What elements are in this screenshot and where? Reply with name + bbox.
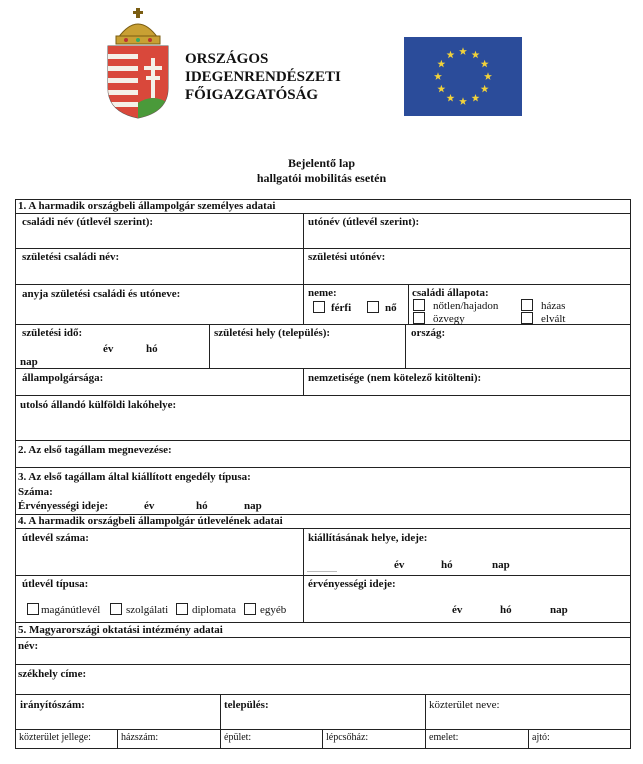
street-type-field[interactable]: közterület jellege: bbox=[19, 732, 91, 743]
issue-year-label: év bbox=[394, 559, 405, 571]
permit-validity-label: Érvényességi ideje: bbox=[18, 500, 109, 512]
family-name-field[interactable]: családi név (útlevél szerint): bbox=[22, 216, 154, 228]
hungarian-coat-of-arms-icon bbox=[100, 8, 176, 120]
section-3-title[interactable]: 3. Az első tagállam által kiállított engedély típusa: bbox=[18, 471, 251, 483]
hline bbox=[15, 324, 631, 325]
vline bbox=[220, 729, 221, 749]
vline bbox=[303, 368, 304, 396]
birth-year-label: év bbox=[103, 343, 114, 355]
expiry-month-label: hó bbox=[500, 604, 512, 616]
vline bbox=[303, 284, 304, 325]
service-passport-label: szolgálati bbox=[126, 604, 169, 616]
org-name-line1: ORSZÁGOS bbox=[185, 51, 269, 67]
hline bbox=[15, 395, 631, 396]
hline bbox=[15, 622, 631, 623]
door-field[interactable]: ajtó: bbox=[532, 732, 550, 743]
section-1-title: 1. A harmadik országbeli állampolgár személyes adatai bbox=[18, 200, 276, 212]
last-residence-field[interactable]: utolsó állandó külföldi lakóhelye: bbox=[20, 399, 177, 411]
single-checkbox[interactable] bbox=[413, 299, 425, 311]
married-label: házas bbox=[541, 300, 566, 312]
other-passport-checkbox[interactable] bbox=[244, 603, 256, 615]
hline bbox=[15, 694, 631, 695]
issue-day-label: nap bbox=[492, 559, 510, 571]
female-checkbox[interactable] bbox=[367, 301, 379, 313]
vline bbox=[528, 729, 529, 749]
org-name-line3: FŐIGAZGATÓSÁG bbox=[185, 87, 319, 103]
sex-label: neme: bbox=[308, 287, 337, 299]
border-left bbox=[15, 199, 16, 749]
org-name bbox=[185, 50, 341, 104]
female-label: nő bbox=[385, 302, 397, 314]
nationality-field[interactable]: nemzetisége (nem kötelező kitölteni): bbox=[308, 372, 482, 384]
vline bbox=[425, 694, 426, 730]
widowed-label: özvegy bbox=[433, 313, 465, 325]
org-name-line2: IDEGENRENDÉSZETI bbox=[185, 69, 341, 85]
hline bbox=[15, 440, 631, 441]
divorced-checkbox[interactable] bbox=[521, 312, 533, 324]
building-field[interactable]: épület: bbox=[224, 732, 252, 743]
vline bbox=[220, 694, 221, 730]
form-title-line1: Bejelentő lap bbox=[288, 156, 355, 170]
passport-type-label: útlevél típusa: bbox=[22, 578, 89, 590]
institution-seat-field[interactable]: székhely címe: bbox=[18, 668, 87, 680]
vline bbox=[408, 284, 409, 325]
hline bbox=[15, 467, 631, 468]
divorced-label: elvált bbox=[541, 313, 566, 325]
passport-expiry-label: érvényességi ideje: bbox=[308, 578, 396, 590]
marital-status-label: családi állapota: bbox=[412, 287, 489, 299]
hline bbox=[15, 528, 631, 529]
permit-year-label: év bbox=[144, 500, 155, 512]
other-passport-label: egyéb bbox=[260, 604, 287, 616]
diplomatic-passport-label: diplomata bbox=[192, 604, 236, 616]
hline bbox=[15, 664, 631, 665]
form-title bbox=[0, 156, 643, 186]
birth-date-label: születési idő: bbox=[22, 327, 83, 339]
hline bbox=[15, 284, 631, 285]
expiry-day-label: nap bbox=[550, 604, 568, 616]
hline bbox=[15, 248, 631, 249]
diplomatic-passport-checkbox[interactable] bbox=[176, 603, 188, 615]
single-label: nőtlen/hajadon bbox=[433, 300, 499, 312]
mother-name-field[interactable]: anyja születési családi és utóneve: bbox=[22, 288, 181, 300]
hline bbox=[15, 575, 631, 576]
birth-month-label: hó bbox=[146, 343, 158, 355]
private-passport-label: magánútlevél bbox=[41, 604, 101, 616]
citizenship-field[interactable]: állampolgársága: bbox=[22, 372, 104, 384]
eu-flag-icon bbox=[404, 37, 522, 116]
section-4-title: 4. A harmadik országbeli állampolgár útlevelének adatai bbox=[18, 515, 283, 527]
permit-number-field[interactable]: Száma: bbox=[18, 486, 53, 498]
vline bbox=[117, 729, 118, 749]
city-field[interactable]: település: bbox=[224, 699, 269, 711]
hline bbox=[15, 729, 631, 730]
hline bbox=[15, 637, 631, 638]
hline bbox=[15, 213, 631, 214]
floor-field[interactable]: emelet: bbox=[429, 732, 459, 743]
birth-day-label: nap bbox=[20, 356, 38, 368]
permit-month-label: hó bbox=[196, 500, 208, 512]
birth-family-name-field[interactable]: születési családi név: bbox=[22, 251, 120, 263]
border-right bbox=[630, 199, 631, 749]
street-name-field[interactable]: közterület neve: bbox=[429, 699, 500, 711]
service-passport-checkbox[interactable] bbox=[110, 603, 122, 615]
staircase-field[interactable]: lépcsőház: bbox=[326, 732, 369, 743]
issue-month-label: hó bbox=[441, 559, 453, 571]
vline bbox=[303, 528, 304, 623]
given-name-field[interactable]: utónév (útlevél szerint): bbox=[308, 216, 420, 228]
house-number-field[interactable]: házszám: bbox=[121, 732, 159, 743]
male-checkbox[interactable] bbox=[313, 301, 325, 313]
passport-number-field[interactable]: útlevél száma: bbox=[22, 532, 89, 544]
vline bbox=[405, 324, 406, 369]
hline bbox=[15, 748, 631, 749]
eu-flag bbox=[404, 37, 522, 116]
birth-country-field[interactable]: ország: bbox=[411, 327, 446, 339]
married-checkbox[interactable] bbox=[521, 299, 533, 311]
private-passport-checkbox[interactable] bbox=[27, 603, 39, 615]
hline bbox=[15, 368, 631, 369]
form-title-line2: hallgatói mobilitás esetén bbox=[256, 171, 387, 185]
vline bbox=[303, 213, 304, 285]
section-5-title: 5. Magyarországi oktatási intézmény adatai bbox=[18, 624, 223, 636]
birth-given-name-field[interactable]: születési utónév: bbox=[308, 251, 386, 263]
permit-day-label: nap bbox=[244, 500, 262, 512]
issue-place-date-field[interactable]: kiállításának helye, ideje: bbox=[308, 532, 428, 544]
postcode-field[interactable]: irányítószám: bbox=[20, 699, 85, 711]
vline bbox=[209, 324, 210, 369]
section-2-title[interactable]: 2. Az első tagállam megnevezése: bbox=[18, 444, 172, 456]
issue-date-underline bbox=[307, 571, 337, 572]
birth-place-field[interactable]: születési hely (település): bbox=[214, 327, 331, 339]
coat-of-arms-emblem bbox=[100, 8, 176, 120]
male-label: férfi bbox=[331, 302, 352, 314]
vline bbox=[322, 729, 323, 749]
institution-name-field[interactable]: név: bbox=[18, 640, 39, 652]
widowed-checkbox[interactable] bbox=[413, 312, 425, 324]
expiry-year-label: év bbox=[452, 604, 463, 616]
vline bbox=[425, 729, 426, 749]
